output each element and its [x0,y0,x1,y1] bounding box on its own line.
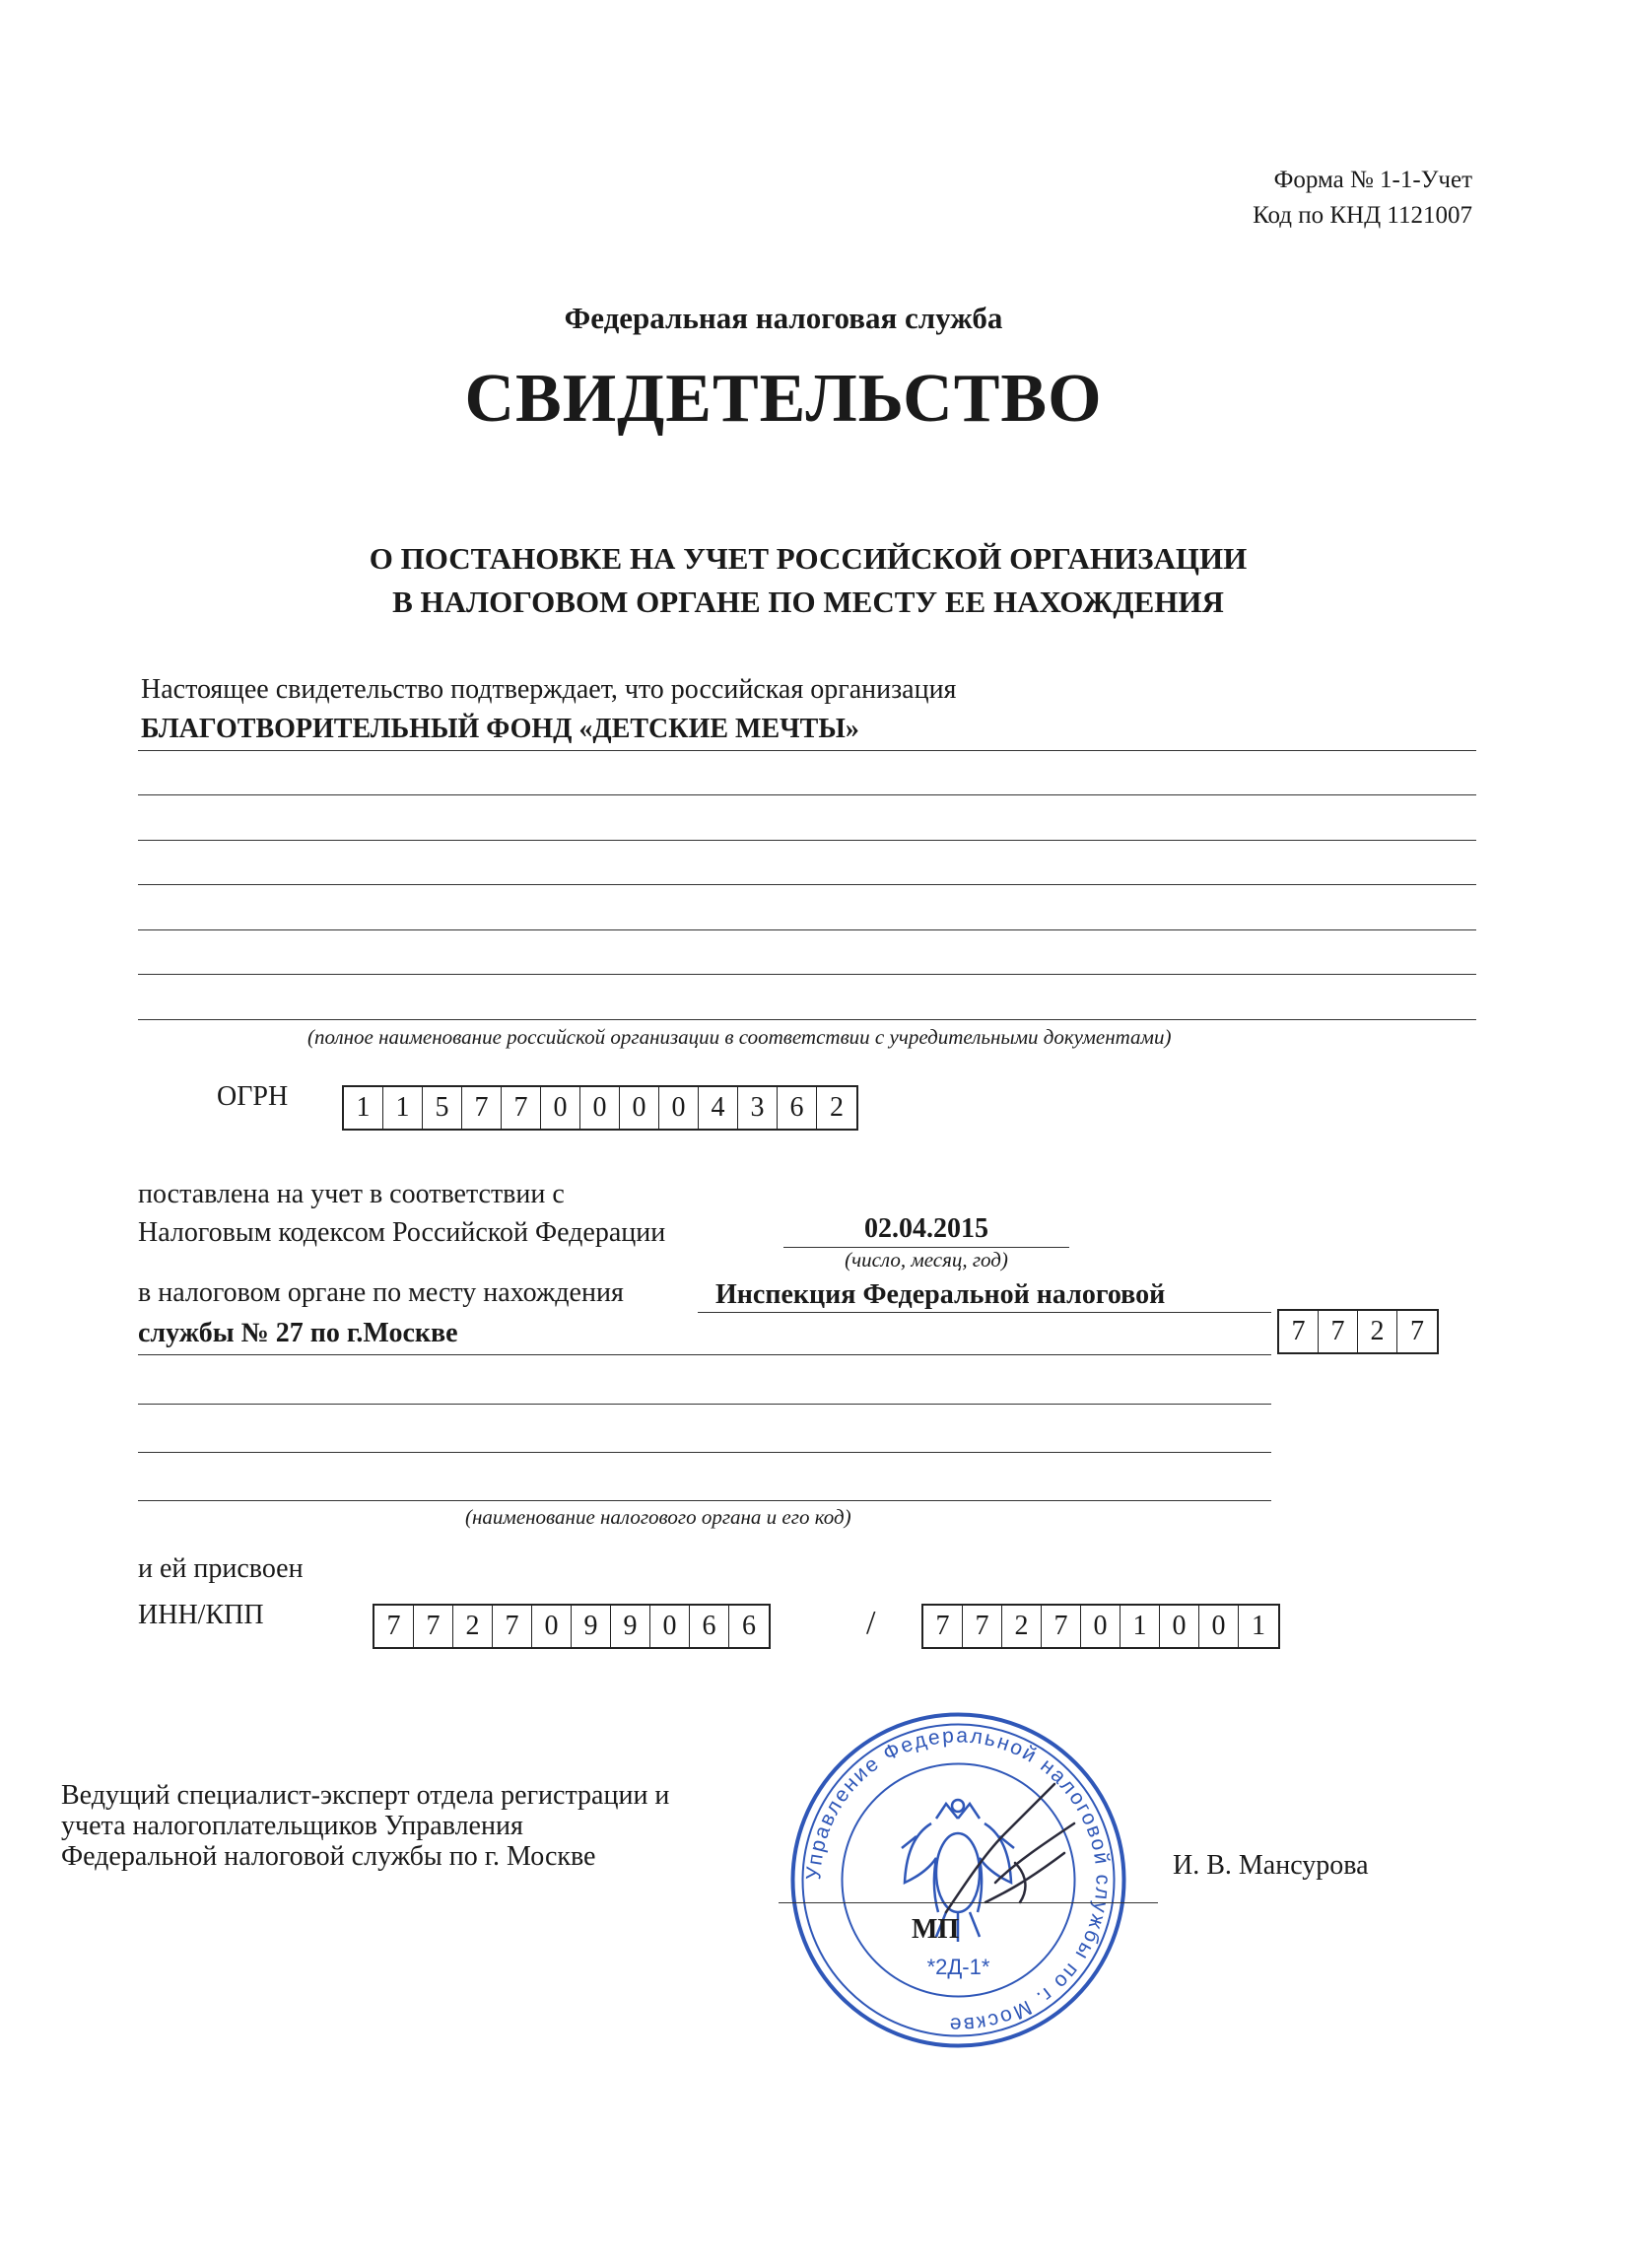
kpp-digit: 7 [1042,1606,1081,1647]
org-line-2 [138,794,1476,795]
ogrn-digit: 1 [344,1087,383,1129]
seal-place-label: МП [912,1914,960,1945]
tax-office-code-digit: 7 [1319,1311,1358,1352]
org-line-3 [138,840,1476,841]
inn-digit: 9 [611,1606,650,1647]
tax-office-code-digit: 7 [1279,1311,1319,1352]
stamp-center-code: *2Д-1* [926,1955,990,1979]
tax-office-prefix: в налоговом органе по месту нахождения [138,1277,624,1308]
kpp-digit: 0 [1160,1606,1199,1647]
ogrn-digit: 0 [620,1087,659,1129]
tax-office-line-1 [698,1312,1271,1313]
signer-position-line-3: Федеральной налоговой службы по г. Москве [61,1841,596,1872]
kpp-digit: 7 [963,1606,1002,1647]
ogrn-cells [342,1085,858,1131]
inn-digit: 9 [572,1606,611,1647]
document-title: СВИДЕТЕЛЬСТВО [464,361,1103,437]
signer-position-line-1: Ведущий специалист-эксперт отдела регистрации и [61,1780,670,1811]
signer-position [61,1780,669,1872]
signer-position-line-2: учета налогоплательщиков Управления [61,1811,523,1841]
tax-office-name-line-2: службы № 27 по г.Москве [138,1318,458,1348]
ogrn-digit: 6 [778,1087,817,1129]
ogrn-digit: 4 [699,1087,738,1129]
kpp-digit: 0 [1199,1606,1239,1647]
inn-digit: 7 [374,1606,414,1647]
ogrn-digit: 0 [659,1087,699,1129]
date-caption: (число, месяц, год) [845,1248,1008,1271]
inn-digit: 7 [493,1606,532,1647]
tax-office-code-digit: 2 [1358,1311,1397,1352]
tax-office-name-line-1: Инспекция Федеральной налоговой [715,1279,1166,1310]
subtitle-line-1: О ПОСТАНОВКЕ НА УЧЕТ РОССИЙСКОЙ ОРГАНИЗАЦИИ [369,541,1248,576]
knd-code: Код по КНД 1121007 [1253,202,1472,229]
ogrn-digit: 7 [502,1087,541,1129]
tax-office-caption: (наименование налогового органа и его код) [465,1505,851,1529]
inn-digit: 2 [453,1606,493,1647]
form-info [1253,163,1472,234]
kpp-cells [921,1604,1280,1649]
kpp-digit: 1 [1121,1606,1160,1647]
ogrn-digit: 0 [580,1087,620,1129]
inn-kpp-label: ИНН/КПП [138,1600,264,1630]
document-subtitle [0,537,1616,624]
registration-date: 02.04.2015 [864,1213,988,1244]
tax-office-line-2 [138,1354,1271,1355]
registered-line-1: поставлена на учет в соответствии с [138,1179,565,1209]
form-number: Форма № 1-1-Учет [1273,167,1472,193]
org-line-7 [138,1019,1476,1020]
tax-office-line-5 [138,1500,1271,1501]
kpp-digit: 0 [1081,1606,1121,1647]
stamp-ring-text: Управление Федеральной налоговой службы по г. Москве [802,1724,1115,2036]
org-line-6 [138,974,1476,975]
ogrn-digit: 3 [738,1087,778,1129]
kpp-digit: 2 [1002,1606,1042,1647]
inn-cells [373,1604,771,1649]
assigned-text: и ей присвоен [138,1553,304,1584]
tax-office-line-3 [138,1404,1271,1405]
signer-name: И. В. Мансурова [1173,1850,1369,1881]
kpp-digit: 1 [1252,1611,1265,1641]
inn-kpp-separator: / [866,1605,876,1641]
signature-line [779,1902,1158,1903]
ogrn-digit: 0 [541,1087,580,1129]
inn-digit: 0 [650,1606,690,1647]
intro-text: Настоящее свидетельство подтверждает, что российская организация [141,674,957,705]
org-line-1 [138,750,1476,751]
ogrn-digit: 7 [462,1087,502,1129]
registered-line-2: Налоговым кодексом Российской Федерации [138,1217,666,1248]
organization-name: БЛАГОТВОРИТЕЛЬНЫЙ ФОНД «ДЕТСКИЕ МЕЧТЫ» [141,714,859,744]
subtitle-line-2: В НАЛОГОВОМ ОРГАНЕ ПО МЕСТУ ЕЕ НАХОЖДЕНИЯ [392,584,1224,619]
org-line-4 [138,884,1476,885]
tax-office-line-4 [138,1452,1271,1453]
inn-digit: 6 [742,1611,756,1641]
organization-caption: (полное наименование российской организации в соответствии с учредительными документами) [307,1025,1172,1049]
kpp-digit: 7 [923,1606,963,1647]
ogrn-digit: 2 [830,1092,844,1123]
inn-digit: 0 [532,1606,572,1647]
ogrn-digit: 5 [423,1087,462,1129]
ogrn-label: ОГРН [217,1081,289,1112]
inn-digit: 6 [690,1606,729,1647]
ogrn-digit: 1 [383,1087,423,1129]
org-line-5 [138,929,1476,930]
agency-name: Федеральная налоговая служба [564,301,1003,335]
inn-digit: 7 [414,1606,453,1647]
tax-office-code-digit: 7 [1410,1316,1424,1346]
tax-office-code-cells [1277,1309,1439,1354]
